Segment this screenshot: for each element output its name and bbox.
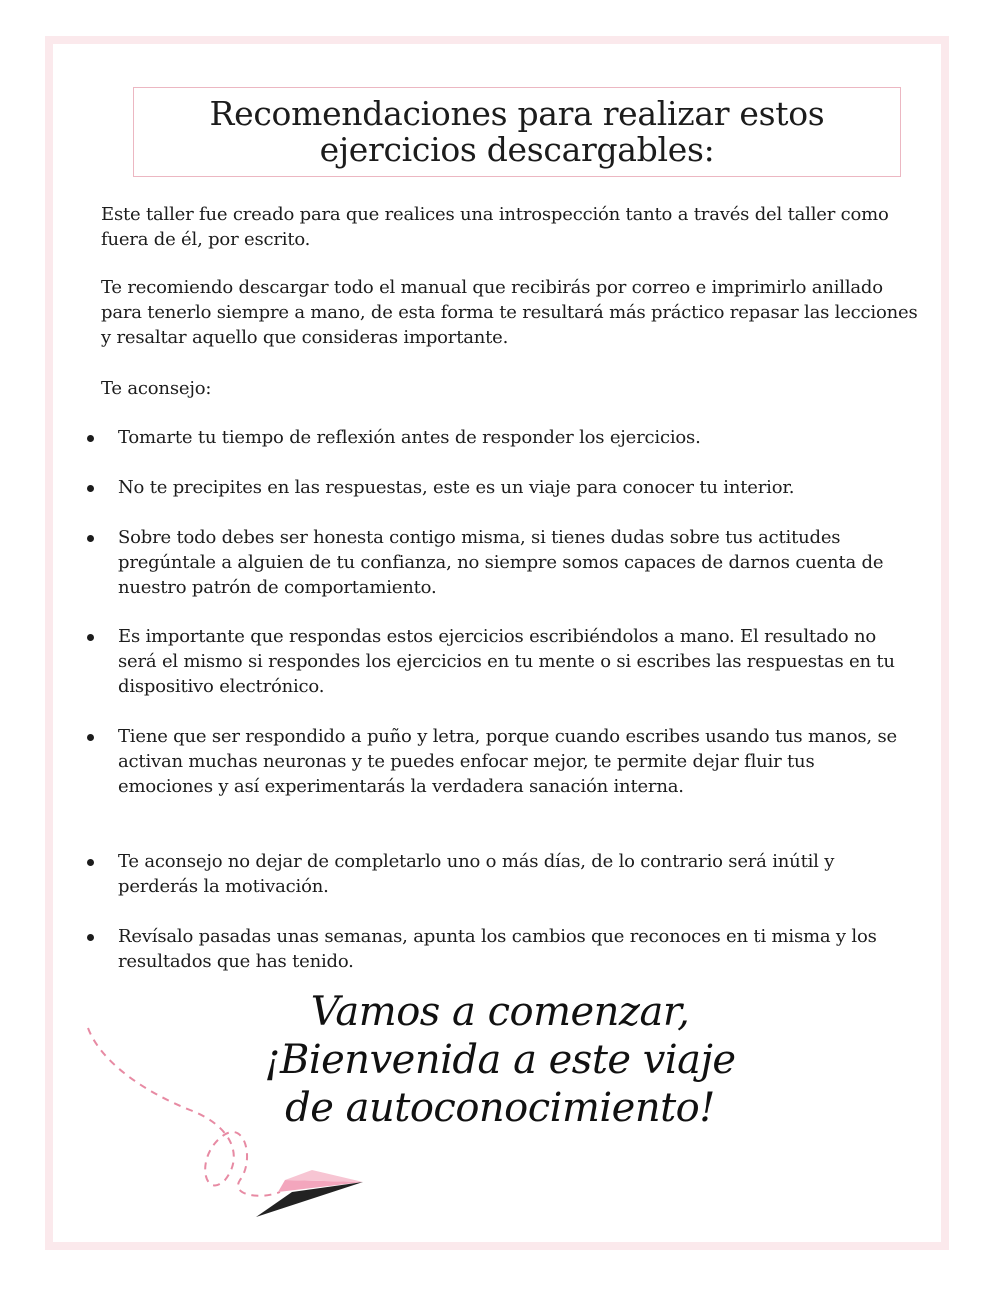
bullet-icon xyxy=(87,634,94,641)
bullet-icon xyxy=(87,859,94,866)
bullet-icon xyxy=(87,734,94,741)
intro-paragraph-2: Te recomiendo descargar todo el manual que recibirás por correo e imprimirlo anillado para tenerlo siempre a mano, de esta forma te resultará más práctico repasar las lecciones y resaltar aquello que consideras importante. xyxy=(101,277,918,348)
closing-line-1: Vamos a comenzar, xyxy=(310,989,690,1035)
flight-path-dash xyxy=(88,1028,280,1196)
intro-paragraph-3: Te aconsejo: xyxy=(101,378,212,399)
bullet-icon xyxy=(87,934,94,941)
list-item-text: No te precipites en las respuestas, este es un viaje para conocer tu interior. xyxy=(118,477,795,498)
paper-plane-icon xyxy=(80,1020,380,1230)
list-item-text: Tiene que ser respondido a puño y letra, porque cuando escribes usando tus manos, se activan muchas neuronas y te puedes enfocar mejor, te permite dejar fluir tus emociones y así experimentarás la verdadera sanación interna. xyxy=(118,726,897,797)
list-item-text: Sobre todo debes ser honesta contigo misma, si tienes dudas sobre tus actitudes pregúntale a alguien de tu confianza, no siempre somos capaces de darnos cuenta de nuestro patrón de comportamiento. xyxy=(118,527,884,598)
list-item-text: Te aconsejo no dejar de completarlo uno o más días, de lo contrario será inútil y perderás la motivación. xyxy=(118,851,835,897)
list-item xyxy=(118,624,898,699)
list-item-text: Revísalo pasadas unas semanas, apunta los cambios que reconoces en ti misma y los resultados que has tenido. xyxy=(118,926,877,972)
list-item xyxy=(118,924,898,974)
list-item xyxy=(118,475,898,500)
list-item-text: Tomarte tu tiempo de reflexión antes de responder los ejercicios. xyxy=(118,427,701,448)
list-item-text: Es importante que respondas estos ejercicios escribiéndolos a mano. El resultado no será el mismo si respondes los ejercicios en tu mente o si escribes las respuestas en tu dispositivo electrónico. xyxy=(118,626,895,697)
closing-line-3: de autoconocimiento! xyxy=(285,1085,715,1131)
intro-paragraph-1: Este taller fue creado para que realices una introspección tanto a través del taller como fuera de él, por escrito. xyxy=(101,204,889,250)
bullet-icon xyxy=(87,435,94,442)
page-title: Recomendaciones para realizar estos ejercicios descargables: xyxy=(209,94,825,169)
title-box xyxy=(133,87,901,177)
bullet-icon xyxy=(87,535,94,542)
list-item xyxy=(118,425,898,450)
list-item xyxy=(118,724,898,799)
plane-light-wing xyxy=(285,1170,363,1182)
list-item xyxy=(118,525,898,600)
closing-line-2: ¡Bienvenida a este viaje xyxy=(264,1037,736,1083)
list-item xyxy=(118,849,898,899)
bullet-icon xyxy=(87,485,94,492)
